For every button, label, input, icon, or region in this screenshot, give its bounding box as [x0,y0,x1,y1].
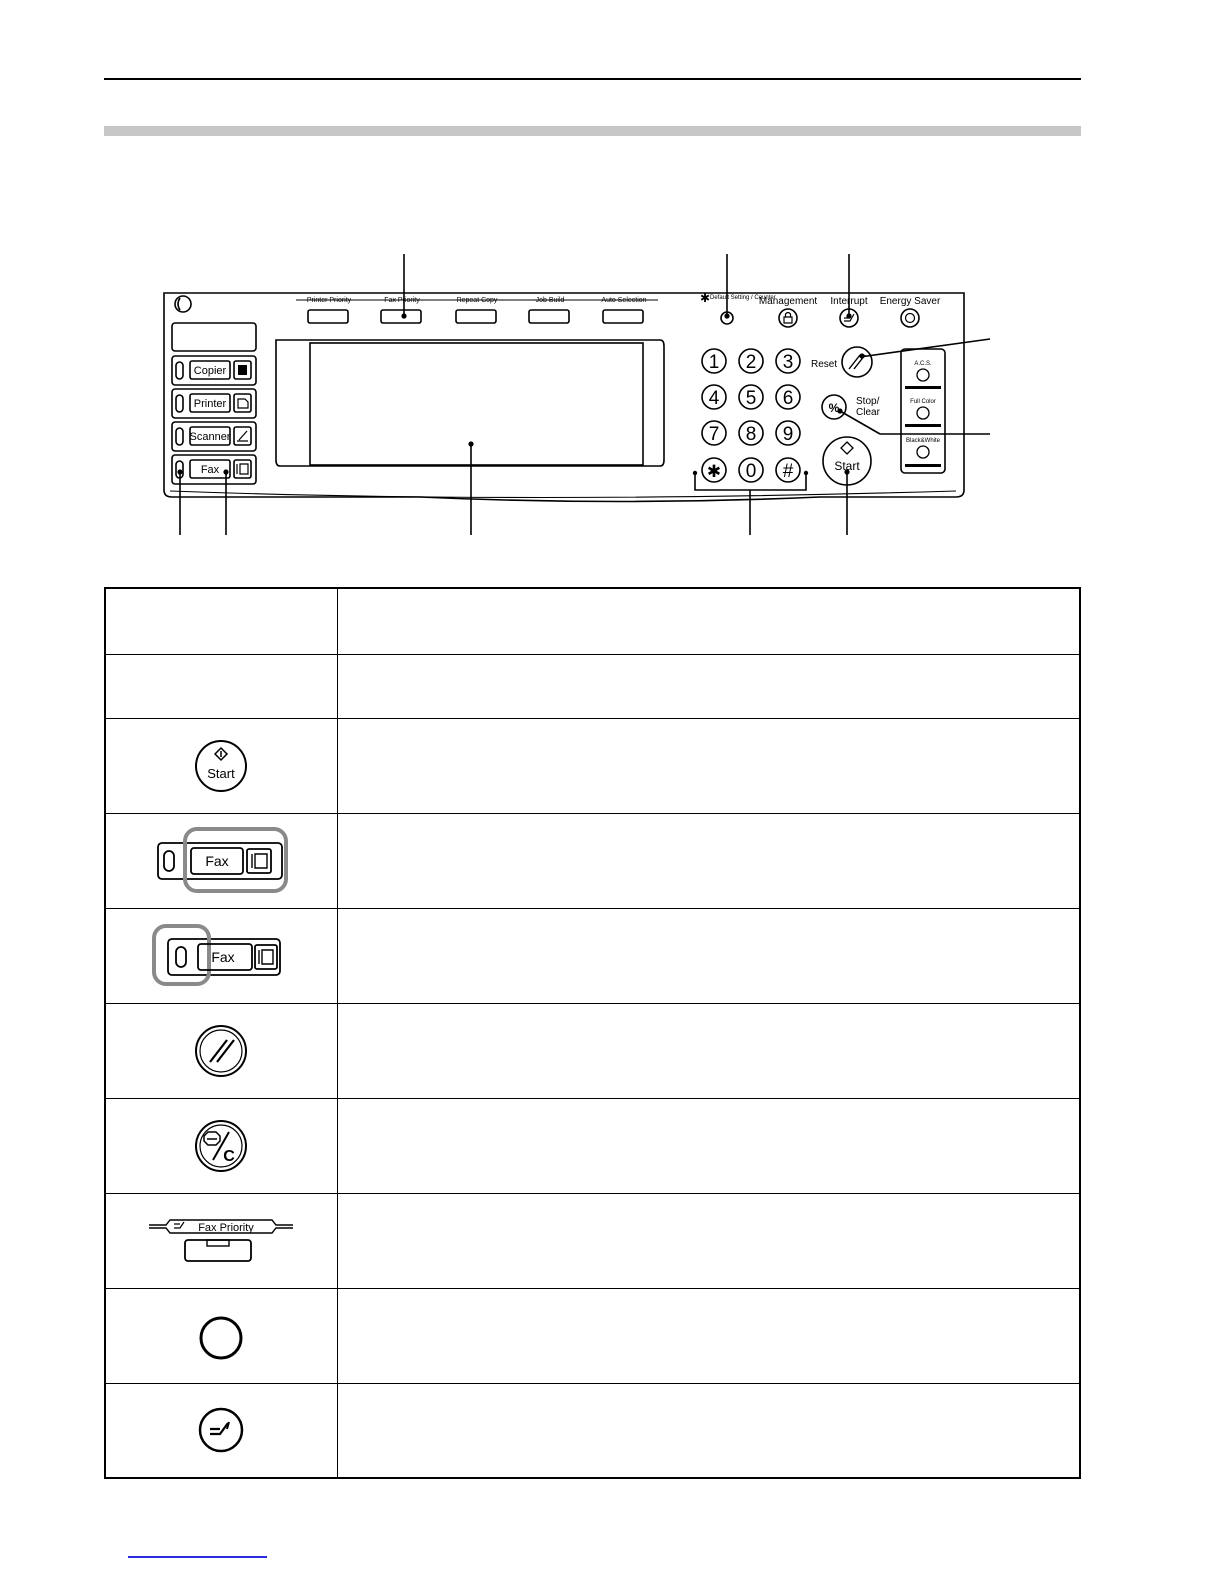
key-8[interactable]: 8 [745,424,757,445]
table-row [105,1288,1080,1383]
icon-cell [105,1193,337,1288]
reset-icon [849,355,865,369]
reset-key-icon [191,1021,251,1081]
printer-priority-key[interactable]: Printer Priority [306,297,352,304]
fax-indicator-highlight-icon [151,921,291,991]
scanner-icon [237,431,248,441]
top-right-keys [700,291,941,327]
job-build-key[interactable]: Job Build [535,297,565,304]
key-5[interactable]: 5 [745,388,757,409]
stop-clear-key-icon [191,1116,251,1176]
touch-panel[interactable] [276,340,664,466]
key-hash[interactable]: # [782,461,794,482]
control-keys [811,347,881,485]
table-row [105,813,1080,908]
description-cell [337,718,1080,813]
table-header-row [105,588,1080,654]
table-row [105,1383,1080,1478]
icon-cell [105,908,337,1003]
fax-key-label: Fax [211,948,235,965]
description-cell [337,1098,1080,1193]
management-label: Management [758,296,818,307]
fax-priority-label: Fax Priority [198,1221,255,1234]
description-cell [337,1288,1080,1383]
priority-keys [296,297,658,323]
auto-selection-key[interactable]: Auto Selection [601,297,647,304]
table-row [105,718,1080,813]
description-cell [337,1193,1080,1288]
numeric-keypad [702,349,800,482]
key-7[interactable]: 7 [708,424,720,445]
key-3[interactable]: 3 [782,352,794,373]
icon-cell [105,1288,337,1383]
fax-key-label: Fax [205,852,229,869]
stop-label: Stop/ [856,396,880,407]
acs-key[interactable] [917,369,929,381]
fax-priority-key[interactable]: Fax Priority [384,297,420,304]
reset-key[interactable] [842,347,872,377]
key-table [104,587,1081,1479]
table-row [105,654,1080,718]
description-cell [337,1003,1080,1098]
start-icon [841,442,853,454]
fax-priority-key-icon [146,1211,296,1271]
fax-icon [237,464,248,474]
printer-icon [238,399,248,408]
repeat-copy-key[interactable]: Repeat Copy [456,297,498,304]
key-asterisk[interactable]: ✱ [706,462,722,481]
management-key[interactable] [779,309,797,327]
lock-icon [784,313,792,324]
icon-cell [105,1098,337,1193]
asterisk-icon: ✱ [700,291,711,305]
table-row [105,1098,1080,1193]
mode-key-copier[interactable]: Copier [193,365,227,377]
key-2[interactable]: 2 [745,352,757,373]
description-cell [337,908,1080,1003]
clear-label: Clear [856,407,880,418]
table-row [105,908,1080,1003]
energy-saver-key[interactable] [901,309,919,327]
key-0[interactable]: 0 [745,461,757,482]
description-cell [337,654,1080,718]
interrupt-key-icon [191,1400,251,1460]
stop-clear-icon: % [828,401,840,415]
mode-key-fax[interactable]: Fax [200,464,220,476]
black-white-label: Black&White [905,438,941,444]
header-cell-description [337,588,1080,654]
icon-cell [105,1003,337,1098]
start-icon-label: Start [207,765,235,781]
key-4[interactable]: 4 [708,388,720,409]
icon-cell [105,813,337,908]
circle-key-icon [191,1306,251,1366]
key-9[interactable]: 9 [782,424,794,445]
mode-keys [172,356,256,484]
full-color-key[interactable] [917,407,929,419]
header-cell-icon [105,588,337,654]
energy-saver-icon [906,314,915,323]
footer-link-underline[interactable] [128,1556,267,1558]
reset-label: Reset [811,359,838,370]
table-row [105,1193,1080,1288]
full-color-label: Full Color [910,399,936,405]
mode-key-printer[interactable]: Printer [193,398,227,410]
key-6[interactable]: 6 [782,388,794,409]
color-mode-block [901,349,945,473]
icon-cell [105,718,337,813]
start-label: Start [834,459,860,473]
icon-cell [105,1383,337,1478]
fax-key-highlight-icon [151,826,291,896]
operation-panel-diagram [0,0,1225,560]
mode-key-scanner[interactable]: Scanner [189,431,231,443]
key-1[interactable]: 1 [708,352,720,373]
default-setting-label: Default Setting / Counter [710,295,776,301]
description-cell [337,813,1080,908]
black-white-key[interactable] [917,446,929,458]
description-cell [337,1383,1080,1478]
energy-saver-label: Energy Saver [879,296,941,307]
acs-label: A.C.S. [914,361,932,367]
icon-cell [105,654,337,718]
clear-c-label: C [223,1147,236,1165]
copier-icon [238,365,247,375]
start-key-icon [191,736,251,796]
interrupt-label: Interrupt [830,296,868,307]
table-row [105,1003,1080,1098]
